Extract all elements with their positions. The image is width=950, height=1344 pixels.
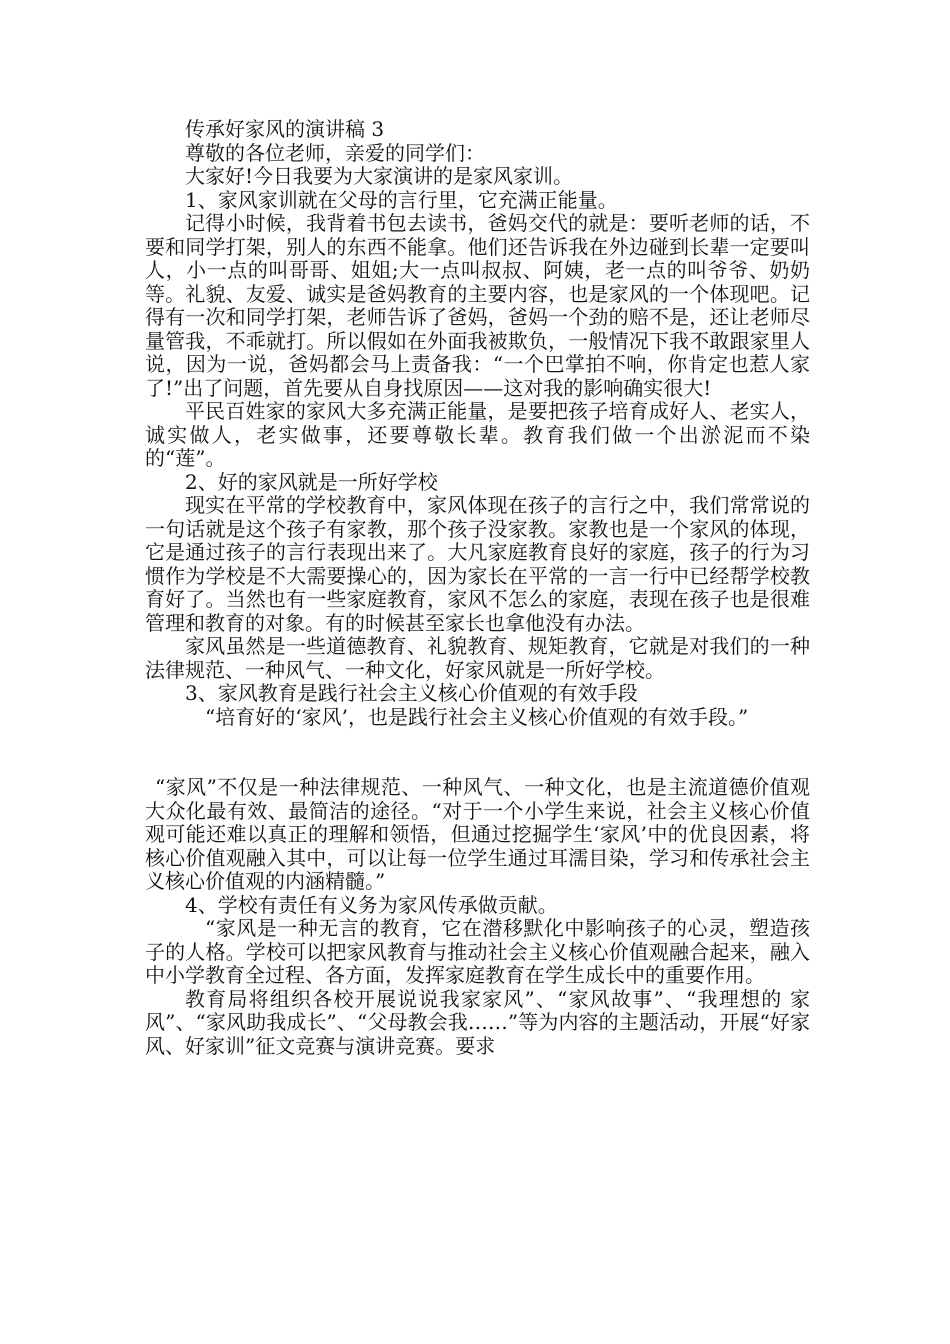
section-heading-2: 2、好的家风就是一所好学校	[185, 469, 438, 494]
quote-paragraph: “培育好的‘家风’，也是践行社会主义核心价值观的有效手段。”	[205, 704, 749, 729]
section-heading-3: 3、家风教育是践行社会主义核心价值观的有效手段	[185, 681, 638, 705]
body-paragraph: 平民百姓家的家风大多充满正能量，是要把孩子培育成好人、老实人，诚实做人，老实做事，还要尊敬长辈。教育我们做一个出淤泥而不染的“莲”。	[145, 399, 810, 470]
document-body	[145, 118, 810, 1058]
body-paragraph: 记得小时候，我背着书包去读书，爸妈交代的就是：要听老师的话，不要和同学打架，别人的东西不能拿。他们还告诉我在外边碰到长辈一定要叫人，小一点的叫哥哥、姐姐;大一点叫叔叔、阿姨，老一点的叫爷爷、奶奶等。礼貌、友爱、诚实是爸妈教育的主要内容，也是家风的一个体现吧。记得有一次和同学打架，老师告诉了爸妈，爸妈一个劲的赔不是，还让老师尽量管我，不乖就打。所以假如在外面我被欺负，一般情况下我不敢跟家里人说，因为一说，爸妈都会马上责备我：“一个巴掌拍不响，你肯定也惹人家了!”出了问题，首先要从自身找原因——这对我的影响确实很大!	[145, 211, 810, 400]
salutation: 尊敬的各位老师，亲爱的同学们：	[185, 140, 485, 165]
body-paragraph: 家风虽然是一些道德教育、礼貌教育、规矩教育，它就是对我们的一种法律规范、一种风气、一种文化，好家风就是一所好学校。	[145, 634, 810, 682]
quote-paragraph: “家风是一种无言的教育，它在潜移默化中影响孩子的心灵，塑造孩子的人格。学校可以把家风教育与推动社会主义核心价值观融合起来，融入中小学教育全过程、各方面，发挥家庭教育在学生成长中的重要作用。	[145, 916, 810, 987]
paragraph-gap	[145, 729, 810, 776]
body-paragraph: “家风”不仅是一种法律规范、一种风气、一种文化，也是主流道德价值观大众化最有效、最简洁的途径。“对于一个小学生来说，社会主义核心价值观可能还难以真正的理解和领悟，但通过挖掘学生‘家风’中的优良因素，将核心价值观融入其中，可以让每一位学生通过耳濡目染，学习和传承社会主义核心价值观的内涵精髓。”	[145, 775, 810, 893]
document-title: 传承好家风的演讲稿 3	[185, 117, 385, 141]
section-heading-1: 1、家风家训就在父母的言行里，它充满正能量。	[185, 187, 618, 212]
section-heading-4: 4、学校有责任有义务为家风传承做贡献。	[185, 892, 558, 917]
greeting-paragraph: 大家好!今日我要为大家演讲的是家风家训。	[185, 164, 574, 188]
body-paragraph: 现实在平常的学校教育中，家风体现在孩子的言行之中，我们常常说的一句话就是这个孩子有家教，那个孩子没家教。家教也是一个家风的体现，它是通过孩子的言行表现出来了。大凡家庭教育良好的家庭，孩子的行为习惯作为学校是不大需要操心的，因为家长在平常的一言一行中已经帮学校教育好了。当然也有一些家庭教育，家风不怎么的家庭，表现在孩子也是很难管理和教育的对象。有的时候甚至家长也拿他没有办法。	[145, 493, 810, 635]
body-paragraph: 教育局将组织各校开展说说我家家风”、“家风故事”、“我理想的 家风”、“家风助我成长”、“父母教会我……”等为内容的主题活动，开展“好家风、好家训”征文竞赛与演讲竞赛。要求	[145, 986, 810, 1058]
